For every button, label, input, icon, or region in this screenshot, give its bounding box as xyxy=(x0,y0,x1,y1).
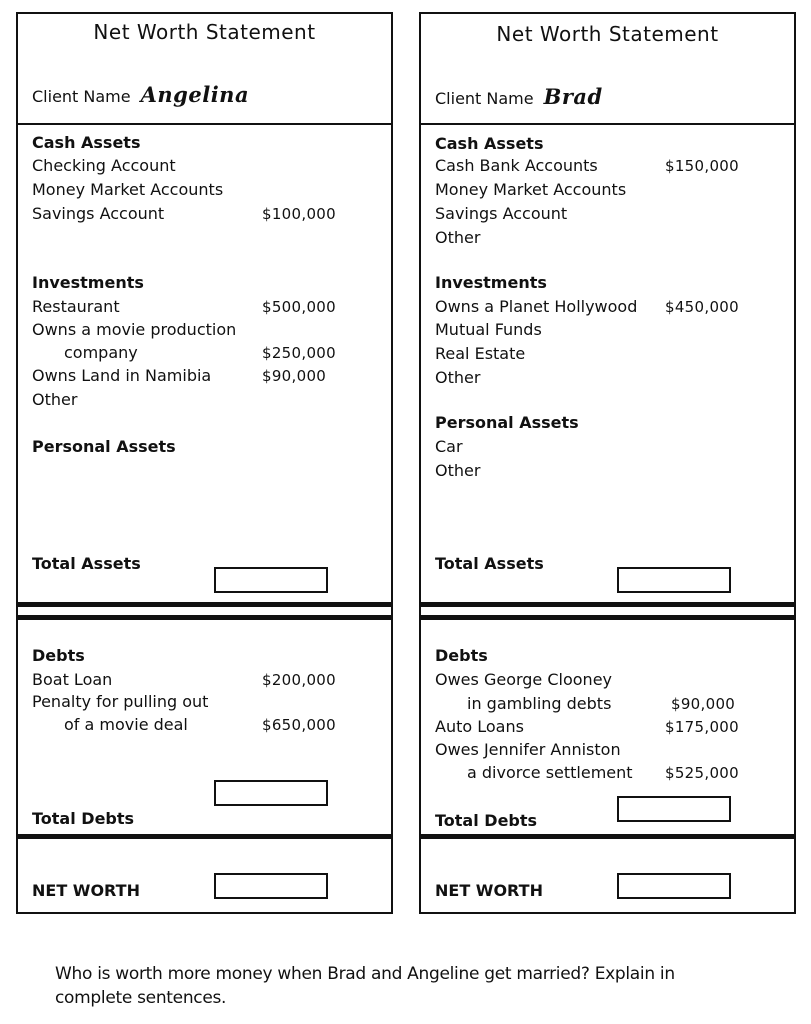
line-item: a divorce settlement xyxy=(467,763,633,782)
line-item: Owns a Planet Hollywood xyxy=(435,297,638,316)
line-amount: $450,000 xyxy=(665,298,739,316)
divider xyxy=(18,834,391,839)
divider xyxy=(18,615,391,620)
line-item: Owes Jennifer Anniston xyxy=(435,740,621,759)
line-item: Mutual Funds xyxy=(435,320,542,339)
divider xyxy=(421,602,794,607)
debts-heading: Debts xyxy=(435,646,488,665)
net-worth-statement-brad xyxy=(419,12,796,914)
line-amount: $90,000 xyxy=(671,695,736,713)
line-item: Other xyxy=(435,461,481,480)
divider xyxy=(421,123,794,125)
line-item: Savings Account xyxy=(435,204,568,223)
statement-title: Net Worth Statement xyxy=(93,20,316,44)
net-worth-label: NET WORTH xyxy=(435,881,543,900)
total-debts-label: Total Debts xyxy=(32,809,135,828)
line-amount: $175,000 xyxy=(665,718,739,736)
investments-heading: Investments xyxy=(32,273,144,292)
divider xyxy=(18,602,391,607)
line-item: Owes George Clooney xyxy=(435,670,613,689)
question-prompt: Who is worth more money when Brad and Angeline get married? Explain in complete sentences. xyxy=(55,964,675,1008)
line-item: Owns Land in Namibia xyxy=(32,366,212,385)
line-item: Real Estate xyxy=(435,344,526,363)
line-item: Owns a movie production xyxy=(32,320,237,339)
cash-assets-heading: Cash Assets xyxy=(32,133,141,152)
total-assets-label: Total Assets xyxy=(32,554,141,573)
line-item: Car xyxy=(435,437,463,456)
investments-heading: Investments xyxy=(435,273,547,292)
line-item: Other xyxy=(32,390,78,409)
line-item: Money Market Accounts xyxy=(32,180,224,199)
personal-assets-heading: Personal Assets xyxy=(435,413,579,432)
line-item: Savings Account xyxy=(32,204,165,223)
line-amount: $200,000 xyxy=(262,671,336,689)
net-worth-label: NET WORTH xyxy=(32,881,140,900)
line-item: in gambling debts xyxy=(467,694,612,713)
divider xyxy=(421,615,794,620)
line-amount: $525,000 xyxy=(665,764,739,782)
client-row xyxy=(32,82,249,107)
client-label: Client Name xyxy=(435,89,534,108)
net-worth-box[interactable] xyxy=(617,873,731,899)
line-amount: $90,000 xyxy=(262,367,327,385)
total-assets-box[interactable] xyxy=(214,567,328,593)
client-name: Angelina xyxy=(140,82,250,107)
line-item: of a movie deal xyxy=(64,715,188,734)
total-assets-label: Total Assets xyxy=(435,554,544,573)
line-item: Other xyxy=(435,228,481,247)
net-worth-box[interactable] xyxy=(214,873,328,899)
client-name: Brad xyxy=(543,84,603,109)
statement-title: Net Worth Statement xyxy=(496,22,719,46)
total-assets-box[interactable] xyxy=(617,567,731,593)
line-item: Auto Loans xyxy=(435,717,524,736)
line-amount: $100,000 xyxy=(262,205,336,223)
cash-assets-heading: Cash Assets xyxy=(435,134,544,153)
line-item: Restaurant xyxy=(32,297,120,316)
line-amount: $150,000 xyxy=(665,157,739,175)
net-worth-statement-angelina xyxy=(16,12,393,914)
total-debts-box[interactable] xyxy=(214,780,328,806)
client-row xyxy=(435,84,603,109)
line-item: Cash Bank Accounts xyxy=(435,156,598,175)
divider xyxy=(18,123,391,125)
line-item: Boat Loan xyxy=(32,670,113,689)
line-item: Money Market Accounts xyxy=(435,180,627,199)
line-amount: $250,000 xyxy=(262,344,336,362)
divider xyxy=(421,834,794,839)
total-debts-label: Total Debts xyxy=(435,811,538,830)
line-item: company xyxy=(64,343,138,362)
line-item: Other xyxy=(435,368,481,387)
line-amount: $650,000 xyxy=(262,716,336,734)
line-amount: $500,000 xyxy=(262,298,336,316)
client-label: Client Name xyxy=(32,87,131,106)
debts-heading: Debts xyxy=(32,646,85,665)
line-item: Penalty for pulling out xyxy=(32,692,209,711)
total-debts-box[interactable] xyxy=(617,796,731,822)
line-item: Checking Account xyxy=(32,156,176,175)
personal-assets-heading: Personal Assets xyxy=(32,437,176,456)
